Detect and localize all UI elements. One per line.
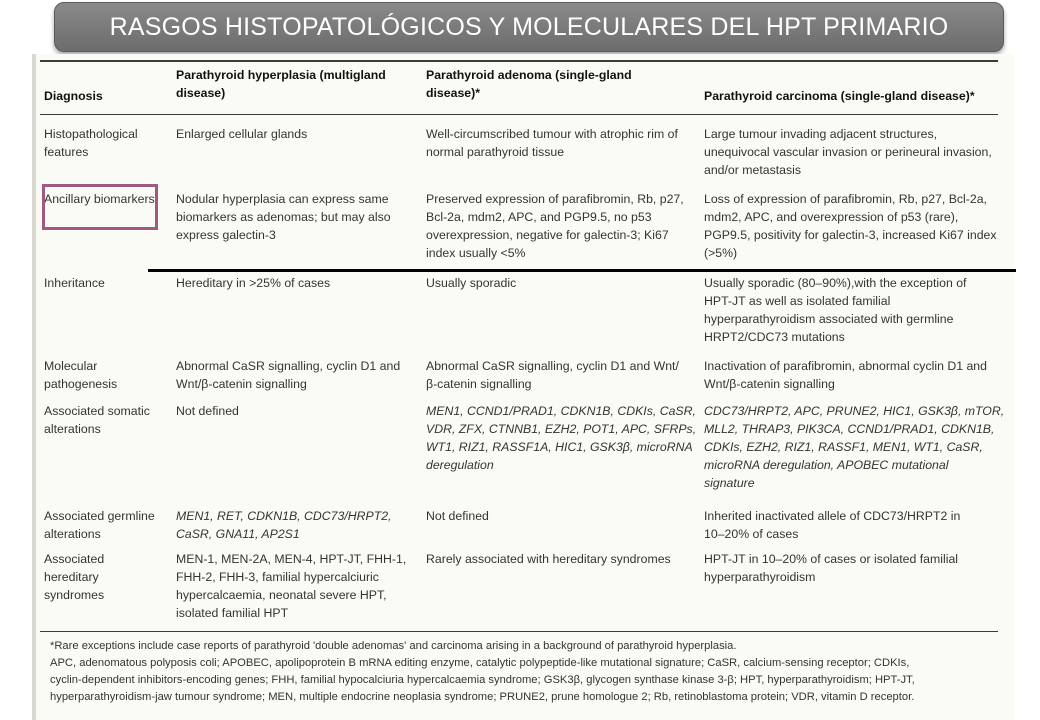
- row-label-hereditary-syndromes: Associated hereditary syndromes: [44, 552, 105, 602]
- header-rule: [40, 114, 998, 115]
- cell-hyperplasia-histopathological: Enlarged cellular glands: [176, 127, 308, 141]
- table-top-rule: [40, 60, 998, 62]
- row-label-germline-alterations: Associated germline alterations: [44, 509, 155, 541]
- cell-hyperplasia-syndromes: MEN-1, MEN-2A, MEN-4, HPT-JT, FHH-1, FHH-2, FHH-3, familial hypercalciuric hypercalcaemia, neonatal severe HPT, isolated familial HPT: [176, 552, 407, 620]
- cell-adenoma-molecular: Abnormal CaSR signalling, cyclin D1 and Wnt/ β-catenin signalling: [426, 359, 679, 391]
- highlight-box-ancillary-biomarkers: [42, 184, 158, 230]
- header-hyperplasia: Parathyroid hyperplasia (multigland disease): [176, 68, 386, 100]
- cell-carcinoma-molecular: Inactivation of parafibromin, abnormal cyclin D1 and Wnt/β-catenin signalling: [704, 359, 987, 391]
- cell-carcinoma-biomarkers: Loss of expression of parafibromin, Rb, p27, Bcl-2a, mdm2, APC, and overexpression of p53 (rare), PGP9.5, positivity for galectin-3, increased Ki67 index (>5%): [704, 192, 997, 260]
- cell-hyperplasia-germline: MEN1, RET, CDKN1B, CDC73/HRPT2, CaSR, GNA11, AP2S1: [176, 509, 392, 541]
- table-bottom-rule: [40, 631, 998, 632]
- underline-annotation: [148, 269, 1016, 272]
- slide-title: RASGOS HISTOPATOLÓGICOS Y MOLECULARES DEL HPT PRIMARIO: [109, 12, 949, 41]
- cell-hyperplasia-somatic: Not defined: [176, 404, 239, 418]
- cell-hyperplasia-inheritance: Hereditary in >25% of cases: [176, 276, 331, 290]
- cell-carcinoma-inheritance: Usually sporadic (80–90%),with the exception of HPT-JT as well as isolated familial hyperparathyroidism associated with germline HRPT2/CDC73 mutations: [704, 276, 967, 344]
- cell-adenoma-inheritance: Usually sporadic: [426, 276, 517, 290]
- cell-hyperplasia-biomarkers: Nodular hyperplasia can express same biomarkers as adenomas; but may also express galectin-3: [176, 192, 391, 242]
- row-label-molecular-pathogenesis: Molecular pathogenesis: [44, 359, 118, 391]
- footnote-exceptions: *Rare exceptions include case reports of parathyroid 'double adenomas' and carcinoma arising in a background of parathyroid hyperplasia.: [50, 640, 737, 652]
- header-carcinoma: Parathyroid carcinoma (single-gland disease)*: [704, 89, 975, 103]
- row-label-ancillary-biomarkers: Ancillary biomarkers: [44, 192, 155, 206]
- header-diagnosis: Diagnosis: [44, 89, 103, 103]
- cell-carcinoma-germline: Inherited inactivated allele of CDC73/HRPT2 in 10–20% of cases: [704, 509, 961, 541]
- footnote-abbreviations: APC, adenomatous polyposis coli; APOBEC, apolipoprotein B mRNA editing enzyme, catalytic polypeptide-like mutational signature; CaSR, calcium-sensing receptor; CDKIs, cyclin-dependent inhibitors-encoding genes; FHH, familial hypocalciuria hypercalcaemia syndrome; GSK3β, glycogen synthase kinase 3-β; HPT, hyperparathyroidism; HPT-JT, hyperparathyroidism-jaw tumour syndrome; MEN, multiple endocrine neoplasia syndrome; PRUNE2, prune homologue 2; Rb, retinoblastoma protein; VDR, vitamin D receptor.: [50, 657, 915, 703]
- row-label-inheritance: Inheritance: [44, 276, 105, 290]
- header-adenoma: Parathyroid adenoma (single-gland disease)*: [426, 68, 632, 100]
- cell-carcinoma-somatic: CDC73/HRPT2, APC, PRUNE2, HIC1, GSK3β, mTOR, MLL2, THRAP3, PIK3CA, CCND1/PRAD1, CDKN1B, CDKIs, EZH2, RIZ1, RASSF1, MEN1, WT1, CaSR, microRNA deregulation, APOBEC mutational signature: [704, 404, 1005, 490]
- cell-carcinoma-histopathological: Large tumour invading adjacent structures, unequivocal vascular invasion or perineural invasion, and/or metastasis: [704, 127, 992, 177]
- cell-adenoma-histopathological: Well-circumscribed tumour with atrophic rim of normal parathyroid tissue: [426, 127, 678, 159]
- cell-adenoma-somatic: MEN1, CCND1/PRAD1, CDKN1B, CDKIs, CaSR, VDR, ZFX, CTNNB1, EZH2, POT1, APC, SFRPs, WT1, RIZ1, RASSF1A, HIC1, GSK3β, microRNA deregulation: [426, 404, 697, 472]
- cell-hyperplasia-molecular: Abnormal CaSR signalling, cyclin D1 and Wnt/β-catenin signalling: [176, 359, 401, 391]
- cell-adenoma-syndromes: Rarely associated with hereditary syndromes: [426, 552, 671, 566]
- table-sheet: [32, 54, 1014, 720]
- row-label-histopathological: Histopathological features: [44, 127, 138, 159]
- cell-carcinoma-syndromes: HPT-JT in 10–20% of cases or isolated familial hyperparathyroidism: [704, 552, 959, 584]
- row-label-somatic-alterations: Associated somatic alterations: [44, 404, 150, 436]
- cell-adenoma-germline: Not defined: [426, 509, 489, 523]
- page-gutter: [32, 54, 36, 720]
- cell-adenoma-biomarkers: Preserved expression of parafibromin, Rb, p27, Bcl-2a, mdm2, APC, and PGP9.5, no p53 overexpression, negative for galectin-3; Ki67 index usually <5%: [426, 192, 684, 260]
- slide-title-banner: [54, 2, 1004, 52]
